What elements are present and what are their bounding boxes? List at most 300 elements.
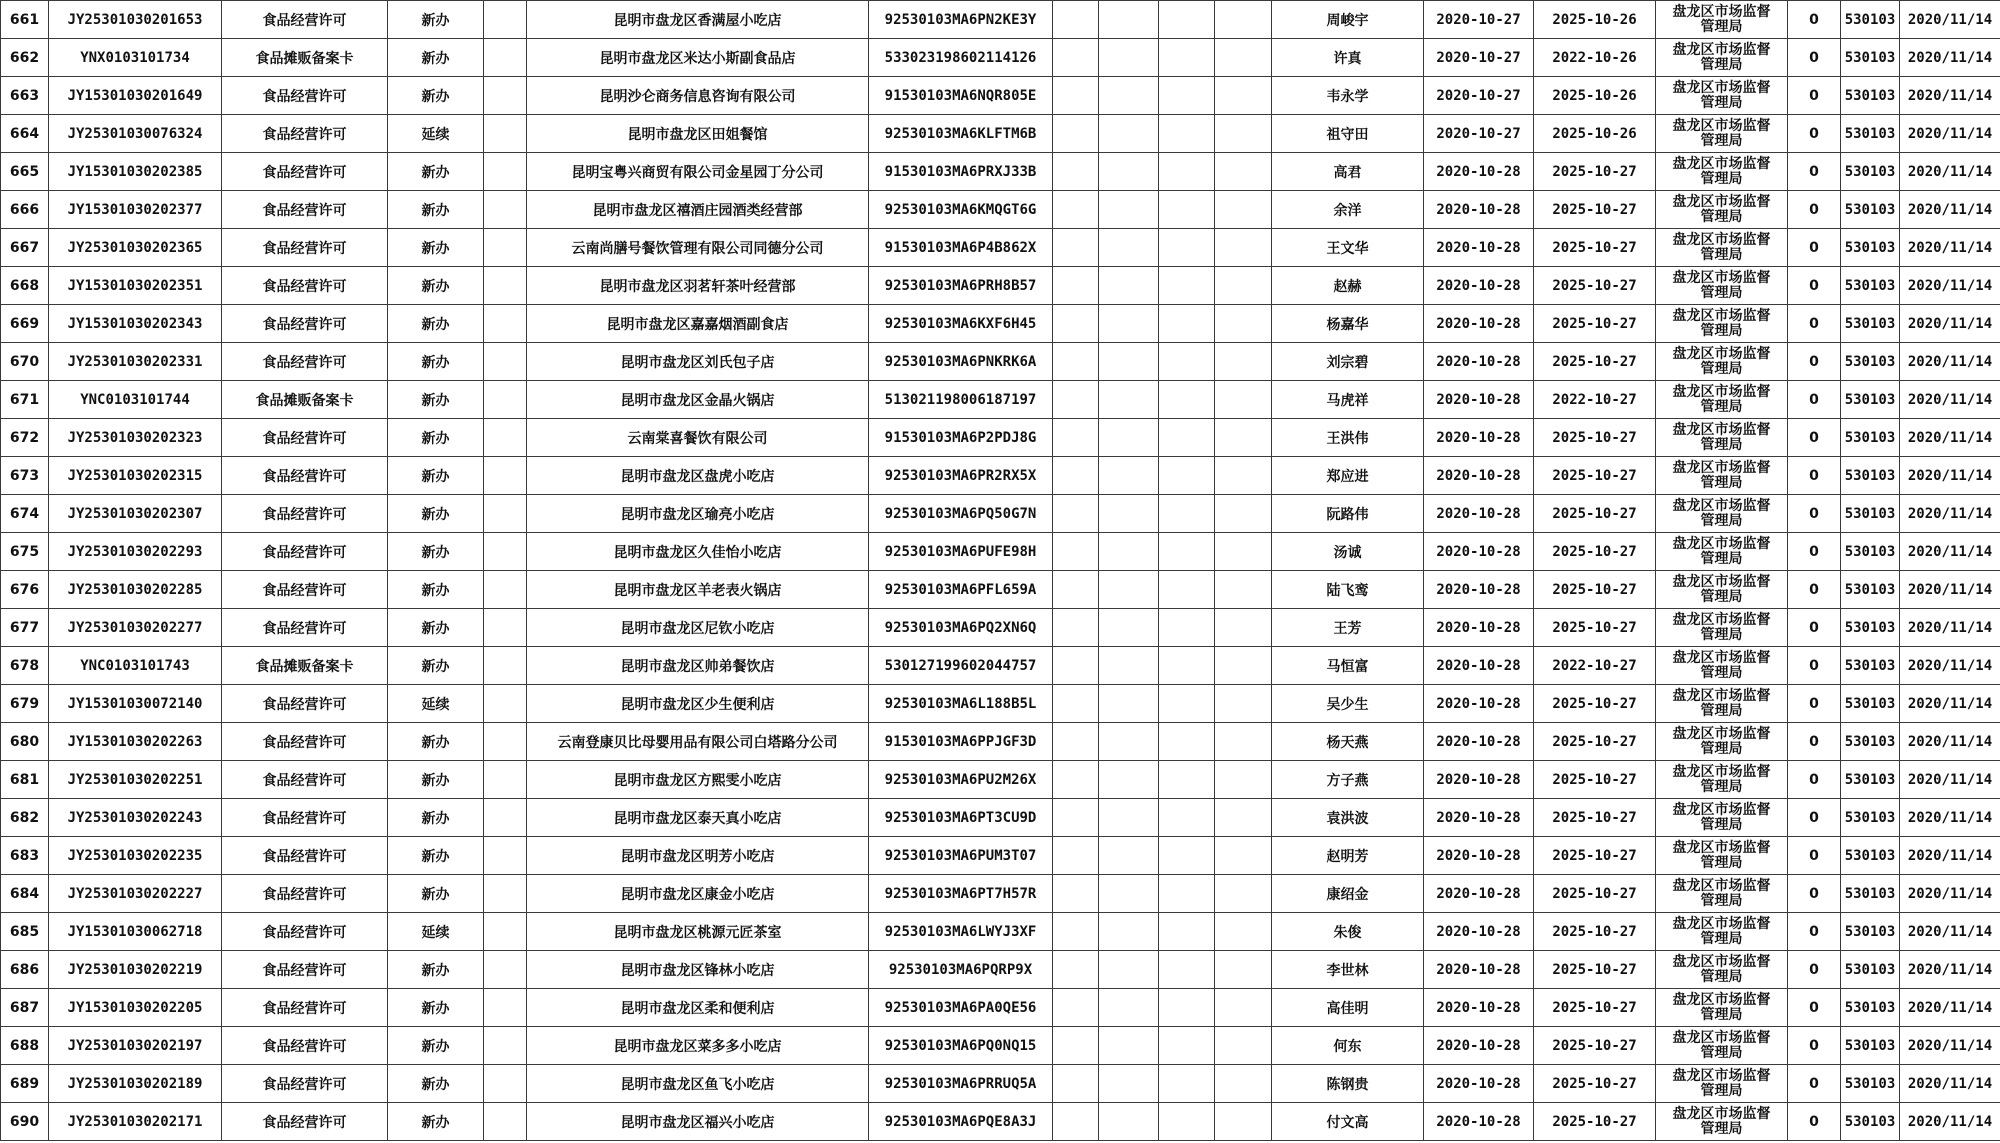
seq-cell: 689 bbox=[1, 1065, 49, 1103]
authority-cell bbox=[1656, 989, 1788, 1027]
category-cell: 食品经营许可 bbox=[222, 343, 388, 381]
authority-cell bbox=[1656, 685, 1788, 723]
empty-cell bbox=[484, 1, 527, 39]
authority-line2: 管理局 bbox=[1700, 702, 1743, 719]
empty-cell bbox=[1215, 989, 1272, 1027]
start-date-cell: 2020-10-28 bbox=[1424, 533, 1534, 571]
end-date-cell: 2025-10-27 bbox=[1534, 761, 1656, 799]
empty-cell bbox=[484, 875, 527, 913]
empty-cell bbox=[1159, 153, 1215, 191]
empty-cell bbox=[1053, 571, 1099, 609]
table-row bbox=[1, 457, 2000, 495]
license-code-cell: JY15301030201649 bbox=[49, 77, 222, 115]
business-name-cell: 昆明市盘龙区香满屋小吃店 bbox=[527, 1, 869, 39]
empty-cell bbox=[484, 343, 527, 381]
start-date-cell: 2020-10-28 bbox=[1424, 875, 1534, 913]
start-date-cell: 2020-10-28 bbox=[1424, 495, 1534, 533]
empty-cell bbox=[1099, 799, 1159, 837]
legal-person-cell: 陈钢贵 bbox=[1272, 1065, 1424, 1103]
business-name-cell: 昆明市盘龙区刘氏包子店 bbox=[527, 343, 869, 381]
license-code-cell: JY15301030202385 bbox=[49, 153, 222, 191]
status-cell: 0 bbox=[1788, 77, 1841, 115]
start-date-cell: 2020-10-28 bbox=[1424, 989, 1534, 1027]
empty-cell bbox=[1099, 761, 1159, 799]
authority-line2: 管理局 bbox=[1700, 208, 1743, 225]
authority-line2: 管理局 bbox=[1700, 740, 1743, 757]
area-code-cell: 530103 bbox=[1841, 609, 1900, 647]
category-cell: 食品经营许可 bbox=[222, 495, 388, 533]
seq-cell: 666 bbox=[1, 191, 49, 229]
apply-type-cell: 新办 bbox=[388, 761, 484, 799]
area-code-cell: 530103 bbox=[1841, 495, 1900, 533]
empty-cell bbox=[1215, 191, 1272, 229]
empty-cell bbox=[484, 39, 527, 77]
status-cell: 0 bbox=[1788, 305, 1841, 343]
seq-cell: 664 bbox=[1, 115, 49, 153]
publish-date-cell: 2020/11/14 bbox=[1900, 267, 2000, 305]
license-code-cell: JY15301030062718 bbox=[49, 913, 222, 951]
credit-code-cell: 91530103MA6PRXJ33B bbox=[869, 153, 1053, 191]
start-date-cell: 2020-10-28 bbox=[1424, 761, 1534, 799]
authority-line2: 管理局 bbox=[1700, 512, 1743, 529]
credit-code-cell: 92530103MA6PRH8B57 bbox=[869, 267, 1053, 305]
apply-type-cell: 新办 bbox=[388, 1027, 484, 1065]
table-row bbox=[1, 305, 2000, 343]
empty-cell bbox=[1159, 1027, 1215, 1065]
credit-code-cell: 91530103MA6P2PDJ8G bbox=[869, 419, 1053, 457]
authority-cell bbox=[1656, 571, 1788, 609]
empty-cell bbox=[1053, 77, 1099, 115]
empty-cell bbox=[484, 1103, 527, 1141]
table-row bbox=[1, 571, 2000, 609]
business-name-cell: 昆明市盘龙区久佳怡小吃店 bbox=[527, 533, 869, 571]
status-cell: 0 bbox=[1788, 229, 1841, 267]
empty-cell bbox=[1215, 305, 1272, 343]
legal-person-cell: 赵赫 bbox=[1272, 267, 1424, 305]
legal-person-cell: 阮路伟 bbox=[1272, 495, 1424, 533]
table-row bbox=[1, 267, 2000, 305]
credit-code-cell: 92530103MA6PQ0NQ15 bbox=[869, 1027, 1053, 1065]
publish-date-cell: 2020/11/14 bbox=[1900, 305, 2000, 343]
status-cell: 0 bbox=[1788, 419, 1841, 457]
status-cell: 0 bbox=[1788, 989, 1841, 1027]
empty-cell bbox=[484, 609, 527, 647]
end-date-cell: 2025-10-27 bbox=[1534, 609, 1656, 647]
apply-type-cell: 新办 bbox=[388, 153, 484, 191]
end-date-cell: 2025-10-26 bbox=[1534, 1, 1656, 39]
area-code-cell: 530103 bbox=[1841, 191, 1900, 229]
business-name-cell: 昆明宝粤兴商贸有限公司金星园丁分公司 bbox=[527, 153, 869, 191]
authority-line2: 管理局 bbox=[1700, 1044, 1743, 1061]
empty-cell bbox=[1053, 343, 1099, 381]
category-cell: 食品经营许可 bbox=[222, 989, 388, 1027]
empty-cell bbox=[1053, 153, 1099, 191]
credit-code-cell: 92530103MA6PRRUQ5A bbox=[869, 1065, 1053, 1103]
apply-type-cell: 新办 bbox=[388, 1, 484, 39]
license-code-cell: JY15301030202351 bbox=[49, 267, 222, 305]
category-cell: 食品经营许可 bbox=[222, 875, 388, 913]
business-name-cell: 云南尚膳号餐饮管理有限公司同德分公司 bbox=[527, 229, 869, 267]
business-name-cell: 昆明市盘龙区羽茗轩茶叶经营部 bbox=[527, 267, 869, 305]
apply-type-cell: 新办 bbox=[388, 1103, 484, 1141]
credit-code-cell: 92530103MA6PQ2XN6Q bbox=[869, 609, 1053, 647]
authority-line2: 管理局 bbox=[1700, 18, 1743, 35]
business-name-cell: 云南登康贝比母婴用品有限公司白塔路分公司 bbox=[527, 723, 869, 761]
seq-cell: 677 bbox=[1, 609, 49, 647]
category-cell: 食品经营许可 bbox=[222, 229, 388, 267]
empty-cell bbox=[1159, 1103, 1215, 1141]
business-name-cell: 昆明市盘龙区金晶火锅店 bbox=[527, 381, 869, 419]
empty-cell bbox=[484, 647, 527, 685]
area-code-cell: 530103 bbox=[1841, 1, 1900, 39]
empty-cell bbox=[1053, 1, 1099, 39]
business-name-cell: 昆明市盘龙区盘虎小吃店 bbox=[527, 457, 869, 495]
authority-cell bbox=[1656, 457, 1788, 495]
authority-cell bbox=[1656, 609, 1788, 647]
license-code-cell: JY25301030076324 bbox=[49, 115, 222, 153]
area-code-cell: 530103 bbox=[1841, 381, 1900, 419]
authority-line2: 管理局 bbox=[1700, 778, 1743, 795]
credit-code-cell: 92530103MA6PQRP9X bbox=[869, 951, 1053, 989]
authority-line1: 盘龙区市场监督 bbox=[1672, 573, 1771, 590]
authority-line1: 盘龙区市场监督 bbox=[1672, 231, 1771, 248]
apply-type-cell: 新办 bbox=[388, 571, 484, 609]
empty-cell bbox=[1053, 837, 1099, 875]
empty-cell bbox=[1215, 647, 1272, 685]
legal-person-cell: 许真 bbox=[1272, 39, 1424, 77]
credit-code-cell: 91530103MA6PPJGF3D bbox=[869, 723, 1053, 761]
authority-cell bbox=[1656, 533, 1788, 571]
legal-person-cell: 马虎祥 bbox=[1272, 381, 1424, 419]
authority-line1: 盘龙区市场监督 bbox=[1672, 497, 1771, 514]
category-cell: 食品经营许可 bbox=[222, 1, 388, 39]
empty-cell bbox=[1053, 951, 1099, 989]
publish-date-cell: 2020/11/14 bbox=[1900, 457, 2000, 495]
authority-cell bbox=[1656, 951, 1788, 989]
table-row bbox=[1, 723, 2000, 761]
category-cell: 食品经营许可 bbox=[222, 305, 388, 343]
publish-date-cell: 2020/11/14 bbox=[1900, 1065, 2000, 1103]
apply-type-cell: 新办 bbox=[388, 305, 484, 343]
apply-type-cell: 新办 bbox=[388, 989, 484, 1027]
empty-cell bbox=[1053, 761, 1099, 799]
license-code-cell: JY15301030202377 bbox=[49, 191, 222, 229]
legal-person-cell: 李世林 bbox=[1272, 951, 1424, 989]
area-code-cell: 530103 bbox=[1841, 305, 1900, 343]
area-code-cell: 530103 bbox=[1841, 837, 1900, 875]
empty-cell bbox=[1099, 1103, 1159, 1141]
start-date-cell: 2020-10-28 bbox=[1424, 799, 1534, 837]
empty-cell bbox=[484, 115, 527, 153]
empty-cell bbox=[484, 761, 527, 799]
authority-line1: 盘龙区市场监督 bbox=[1672, 383, 1771, 400]
empty-cell bbox=[1159, 685, 1215, 723]
license-code-cell: JY25301030202171 bbox=[49, 1103, 222, 1141]
authority-line2: 管理局 bbox=[1700, 360, 1743, 377]
business-name-cell: 昆明市盘龙区米达小斯副食品店 bbox=[527, 39, 869, 77]
authority-line2: 管理局 bbox=[1700, 968, 1743, 985]
business-name-cell: 云南棠喜餐饮有限公司 bbox=[527, 419, 869, 457]
empty-cell bbox=[1053, 799, 1099, 837]
authority-line1: 盘龙区市场监督 bbox=[1672, 307, 1771, 324]
start-date-cell: 2020-10-27 bbox=[1424, 115, 1534, 153]
authority-line1: 盘龙区市场监督 bbox=[1672, 1029, 1771, 1046]
end-date-cell: 2025-10-27 bbox=[1534, 723, 1656, 761]
empty-cell bbox=[1053, 457, 1099, 495]
empty-cell bbox=[1053, 533, 1099, 571]
empty-cell bbox=[1099, 39, 1159, 77]
legal-person-cell: 周峻宇 bbox=[1272, 1, 1424, 39]
legal-person-cell: 马恒富 bbox=[1272, 647, 1424, 685]
table-row bbox=[1, 1, 2000, 39]
apply-type-cell: 新办 bbox=[388, 229, 484, 267]
license-code-cell: JY25301030202197 bbox=[49, 1027, 222, 1065]
category-cell: 食品经营许可 bbox=[222, 571, 388, 609]
authority-cell bbox=[1656, 267, 1788, 305]
empty-cell bbox=[1215, 39, 1272, 77]
start-date-cell: 2020-10-28 bbox=[1424, 267, 1534, 305]
area-code-cell: 530103 bbox=[1841, 685, 1900, 723]
publish-date-cell: 2020/11/14 bbox=[1900, 495, 2000, 533]
end-date-cell: 2025-10-27 bbox=[1534, 799, 1656, 837]
empty-cell bbox=[484, 533, 527, 571]
empty-cell bbox=[1215, 571, 1272, 609]
legal-person-cell: 方子燕 bbox=[1272, 761, 1424, 799]
business-name-cell: 昆明市盘龙区瑜亮小吃店 bbox=[527, 495, 869, 533]
empty-cell bbox=[1053, 875, 1099, 913]
authority-line2: 管理局 bbox=[1700, 930, 1743, 947]
publish-date-cell: 2020/11/14 bbox=[1900, 1027, 2000, 1065]
status-cell: 0 bbox=[1788, 381, 1841, 419]
category-cell: 食品经营许可 bbox=[222, 1065, 388, 1103]
empty-cell bbox=[1053, 1065, 1099, 1103]
authority-line1: 盘龙区市场监督 bbox=[1672, 611, 1771, 628]
end-date-cell: 2025-10-27 bbox=[1534, 989, 1656, 1027]
empty-cell bbox=[1099, 989, 1159, 1027]
empty-cell bbox=[1159, 837, 1215, 875]
license-code-cell: JY25301030202219 bbox=[49, 951, 222, 989]
apply-type-cell: 新办 bbox=[388, 837, 484, 875]
empty-cell bbox=[1099, 153, 1159, 191]
empty-cell bbox=[1215, 457, 1272, 495]
credit-code-cell: 530127199602044757 bbox=[869, 647, 1053, 685]
status-cell: 0 bbox=[1788, 913, 1841, 951]
publish-date-cell: 2020/11/14 bbox=[1900, 799, 2000, 837]
start-date-cell: 2020-10-28 bbox=[1424, 305, 1534, 343]
empty-cell bbox=[1053, 495, 1099, 533]
empty-cell bbox=[1053, 229, 1099, 267]
table-row bbox=[1, 191, 2000, 229]
empty-cell bbox=[1159, 761, 1215, 799]
authority-line2: 管理局 bbox=[1700, 322, 1743, 339]
apply-type-cell: 新办 bbox=[388, 1065, 484, 1103]
apply-type-cell: 新办 bbox=[388, 609, 484, 647]
authority-cell bbox=[1656, 495, 1788, 533]
status-cell: 0 bbox=[1788, 647, 1841, 685]
start-date-cell: 2020-10-28 bbox=[1424, 685, 1534, 723]
status-cell: 0 bbox=[1788, 837, 1841, 875]
authority-line2: 管理局 bbox=[1700, 398, 1743, 415]
legal-person-cell: 韦永学 bbox=[1272, 77, 1424, 115]
license-code-cell: JY25301030202293 bbox=[49, 533, 222, 571]
authority-line2: 管理局 bbox=[1700, 56, 1743, 73]
business-name-cell: 昆明市盘龙区柔和便利店 bbox=[527, 989, 869, 1027]
apply-type-cell: 新办 bbox=[388, 39, 484, 77]
table-row bbox=[1, 951, 2000, 989]
legal-person-cell: 高佳明 bbox=[1272, 989, 1424, 1027]
empty-cell bbox=[484, 951, 527, 989]
empty-cell bbox=[1053, 989, 1099, 1027]
end-date-cell: 2025-10-27 bbox=[1534, 875, 1656, 913]
credit-code-cell: 533023198602114126 bbox=[869, 39, 1053, 77]
authority-cell bbox=[1656, 723, 1788, 761]
authority-line2: 管理局 bbox=[1700, 892, 1743, 909]
area-code-cell: 530103 bbox=[1841, 457, 1900, 495]
status-cell: 0 bbox=[1788, 343, 1841, 381]
credit-code-cell: 92530103MA6L188B5L bbox=[869, 685, 1053, 723]
empty-cell bbox=[1099, 609, 1159, 647]
credit-code-cell: 92530103MA6PQ50G7N bbox=[869, 495, 1053, 533]
publish-date-cell: 2020/11/14 bbox=[1900, 39, 2000, 77]
license-code-cell: JY25301030202331 bbox=[49, 343, 222, 381]
business-name-cell: 昆明市盘龙区泰天真小吃店 bbox=[527, 799, 869, 837]
category-cell: 食品经营许可 bbox=[222, 457, 388, 495]
empty-cell bbox=[1099, 647, 1159, 685]
start-date-cell: 2020-10-28 bbox=[1424, 571, 1534, 609]
seq-cell: 684 bbox=[1, 875, 49, 913]
empty-cell bbox=[1159, 723, 1215, 761]
business-name-cell: 昆明市盘龙区帅弟餐饮店 bbox=[527, 647, 869, 685]
end-date-cell: 2025-10-27 bbox=[1534, 913, 1656, 951]
start-date-cell: 2020-10-28 bbox=[1424, 381, 1534, 419]
authority-line1: 盘龙区市场监督 bbox=[1672, 117, 1771, 134]
business-name-cell: 昆明市盘龙区田姐餐馆 bbox=[527, 115, 869, 153]
license-code-cell: JY25301030202243 bbox=[49, 799, 222, 837]
legal-person-cell: 赵明芳 bbox=[1272, 837, 1424, 875]
start-date-cell: 2020-10-28 bbox=[1424, 419, 1534, 457]
business-name-cell: 昆明市盘龙区嘉嘉烟酒副食店 bbox=[527, 305, 869, 343]
area-code-cell: 530103 bbox=[1841, 115, 1900, 153]
legal-person-cell: 汤诚 bbox=[1272, 533, 1424, 571]
end-date-cell: 2022-10-26 bbox=[1534, 39, 1656, 77]
end-date-cell: 2025-10-26 bbox=[1534, 77, 1656, 115]
area-code-cell: 530103 bbox=[1841, 77, 1900, 115]
authority-cell bbox=[1656, 913, 1788, 951]
table-row bbox=[1, 761, 2000, 799]
seq-cell: 683 bbox=[1, 837, 49, 875]
table-row bbox=[1, 1103, 2000, 1141]
empty-cell bbox=[1099, 1027, 1159, 1065]
license-code-cell: JY15301030202205 bbox=[49, 989, 222, 1027]
status-cell: 0 bbox=[1788, 1, 1841, 39]
status-cell: 0 bbox=[1788, 1103, 1841, 1141]
authority-line1: 盘龙区市场监督 bbox=[1672, 953, 1771, 970]
empty-cell bbox=[1099, 381, 1159, 419]
end-date-cell: 2025-10-27 bbox=[1534, 1027, 1656, 1065]
area-code-cell: 530103 bbox=[1841, 989, 1900, 1027]
area-code-cell: 530103 bbox=[1841, 913, 1900, 951]
seq-cell: 681 bbox=[1, 761, 49, 799]
seq-cell: 682 bbox=[1, 799, 49, 837]
table-row bbox=[1, 39, 2000, 77]
empty-cell bbox=[1099, 457, 1159, 495]
seq-cell: 686 bbox=[1, 951, 49, 989]
authority-cell bbox=[1656, 647, 1788, 685]
legal-person-cell: 吴少生 bbox=[1272, 685, 1424, 723]
credit-code-cell: 92530103MA6PQE8A3J bbox=[869, 1103, 1053, 1141]
authority-cell bbox=[1656, 799, 1788, 837]
authority-cell bbox=[1656, 1065, 1788, 1103]
authority-line2: 管理局 bbox=[1700, 170, 1743, 187]
license-code-cell: JY25301030202365 bbox=[49, 229, 222, 267]
business-name-cell: 昆明市盘龙区福兴小吃店 bbox=[527, 1103, 869, 1141]
status-cell: 0 bbox=[1788, 761, 1841, 799]
area-code-cell: 530103 bbox=[1841, 39, 1900, 77]
empty-cell bbox=[1215, 495, 1272, 533]
authority-line2: 管理局 bbox=[1700, 1082, 1743, 1099]
seq-cell: 667 bbox=[1, 229, 49, 267]
empty-cell bbox=[1159, 381, 1215, 419]
publish-date-cell: 2020/11/14 bbox=[1900, 989, 2000, 1027]
publish-date-cell: 2020/11/14 bbox=[1900, 837, 2000, 875]
seq-cell: 687 bbox=[1, 989, 49, 1027]
empty-cell bbox=[1159, 343, 1215, 381]
empty-cell bbox=[1215, 267, 1272, 305]
legal-person-cell: 何东 bbox=[1272, 1027, 1424, 1065]
publish-date-cell: 2020/11/14 bbox=[1900, 723, 2000, 761]
license-code-cell: JY25301030202323 bbox=[49, 419, 222, 457]
legal-person-cell: 王洪伟 bbox=[1272, 419, 1424, 457]
business-name-cell: 昆明市盘龙区尼钦小吃店 bbox=[527, 609, 869, 647]
seq-cell: 671 bbox=[1, 381, 49, 419]
authority-cell bbox=[1656, 191, 1788, 229]
apply-type-cell: 新办 bbox=[388, 191, 484, 229]
credit-code-cell: 513021198006187197 bbox=[869, 381, 1053, 419]
credit-code-cell: 92530103MA6PUFE98H bbox=[869, 533, 1053, 571]
end-date-cell: 2025-10-27 bbox=[1534, 457, 1656, 495]
empty-cell bbox=[1215, 1103, 1272, 1141]
empty-cell bbox=[1215, 913, 1272, 951]
apply-type-cell: 延续 bbox=[388, 685, 484, 723]
status-cell: 0 bbox=[1788, 191, 1841, 229]
empty-cell bbox=[1215, 1, 1272, 39]
status-cell: 0 bbox=[1788, 1065, 1841, 1103]
category-cell: 食品摊贩备案卡 bbox=[222, 381, 388, 419]
category-cell: 食品经营许可 bbox=[222, 77, 388, 115]
empty-cell bbox=[484, 77, 527, 115]
area-code-cell: 530103 bbox=[1841, 267, 1900, 305]
empty-cell bbox=[1099, 533, 1159, 571]
authority-line2: 管理局 bbox=[1700, 854, 1743, 871]
license-code-cell: JY15301030202263 bbox=[49, 723, 222, 761]
start-date-cell: 2020-10-28 bbox=[1424, 1027, 1534, 1065]
business-name-cell: 昆明市盘龙区方熙雯小吃店 bbox=[527, 761, 869, 799]
empty-cell bbox=[484, 267, 527, 305]
legal-person-cell: 王文华 bbox=[1272, 229, 1424, 267]
empty-cell bbox=[1053, 39, 1099, 77]
status-cell: 0 bbox=[1788, 951, 1841, 989]
empty-cell bbox=[1099, 419, 1159, 457]
status-cell: 0 bbox=[1788, 1027, 1841, 1065]
credit-code-cell: 92530103MA6KMQGT6G bbox=[869, 191, 1053, 229]
end-date-cell: 2025-10-27 bbox=[1534, 1065, 1656, 1103]
empty-cell bbox=[484, 571, 527, 609]
empty-cell bbox=[1215, 837, 1272, 875]
business-name-cell: 昆明沙仑商务信息咨询有限公司 bbox=[527, 77, 869, 115]
end-date-cell: 2025-10-27 bbox=[1534, 951, 1656, 989]
start-date-cell: 2020-10-28 bbox=[1424, 647, 1534, 685]
authority-line1: 盘龙区市场监督 bbox=[1672, 345, 1771, 362]
